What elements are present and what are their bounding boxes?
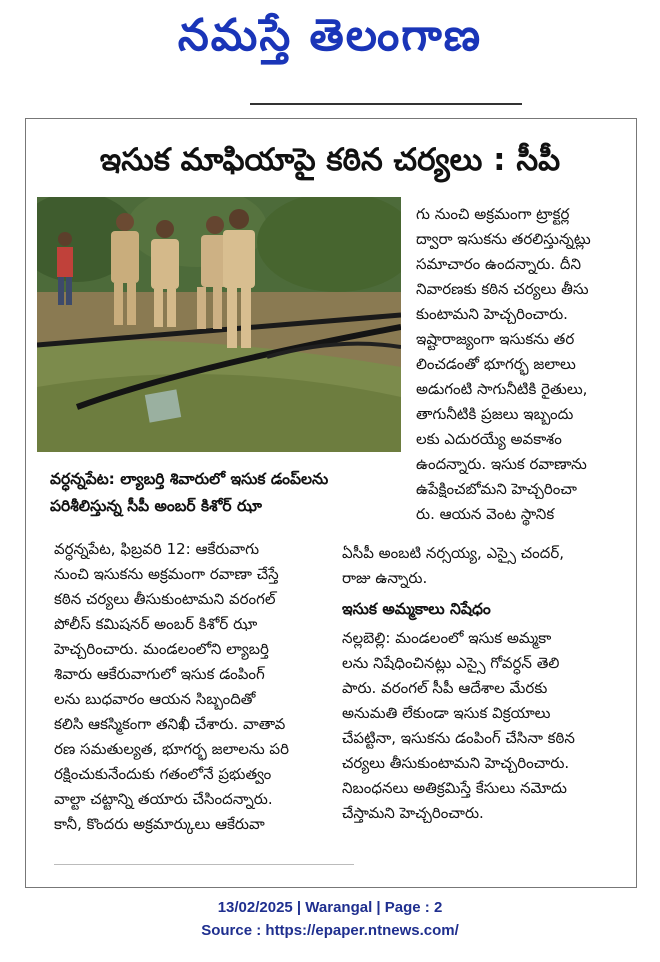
body-line: రాజు ఉన్నారు. bbox=[342, 569, 428, 587]
body-line: సమాచారం ఉందన్నారు. దీని bbox=[416, 255, 582, 273]
body-line: చేపట్టినా, ఇసుకను డంపింగ్ చేసినా కఠిన bbox=[342, 729, 575, 747]
body-line: నుంచి ఇసుకను అక్రమంగా రవాణా చేస్తే bbox=[54, 565, 279, 583]
body-line: నల్లబెల్లి: మండలంలో ఇసుక అమ్మకా bbox=[342, 629, 552, 647]
footer-source-link[interactable]: Source : https://epaper.ntnews.com/ bbox=[201, 922, 459, 939]
body-line: లించడంతో భూగర్భ జలాలు bbox=[416, 355, 576, 373]
body-line: పారు. వరంగల్ సీపీ ఆదేశాల మేరకు bbox=[342, 679, 548, 697]
body-line: కానీ, కొందరు అక్రమార్కులు ఆకేరువా bbox=[54, 815, 265, 833]
body-line: పోలీస్ కమిషనర్ అంబర్ కిశోర్ ఝా bbox=[54, 615, 258, 633]
body-line: లను బుధవారం ఆయన సిబ్బందితో bbox=[54, 690, 256, 708]
article-column-right-bottom bbox=[342, 541, 640, 826]
body-line: లకు ఎదురయ్యే అవకాశం bbox=[416, 430, 562, 448]
body-line: నిబంధనలు అతిక్రమిస్తే కేసులు నమోదు bbox=[342, 779, 567, 797]
footer-date-edition: 13/02/2025 | Warangal | Page : 2 bbox=[217, 899, 443, 916]
caption-line: వర్ధన్నపేట: ల్యాబర్తి శివారులో ఇసుక డంప్‌లను bbox=[50, 470, 329, 488]
article-subheading: ఇసుక అమ్మకాలు నిషేధం bbox=[342, 600, 491, 618]
photo-caption bbox=[50, 466, 405, 520]
body-line: చర్యలు తీసుకుంటామని హెచ్చరించారు. bbox=[342, 754, 570, 772]
body-line: కఠిన చర్యలు తీసుకుంటామని వరంగల్ bbox=[54, 590, 276, 608]
body-line: శివారు ఆకేరువాగులో ఇసుక డంపింగ్ bbox=[54, 665, 265, 683]
newspaper-logo: నమస్తే తెలంగాణ bbox=[177, 10, 483, 61]
body-line: ఇష్టారాజ్యంగా ఇసుకను తర bbox=[416, 330, 575, 348]
masthead bbox=[0, 0, 660, 72]
caption-line: పరిశీలిస్తున్న సీపీ అంబర్ కిశోర్ ఝా bbox=[50, 497, 262, 515]
body-line: రణ సమతుల్యత, భూగర్భ జలాలను పరి bbox=[54, 740, 289, 758]
body-line: వాల్టా చట్టాన్ని తయారు చేసిందన్నారు. bbox=[54, 790, 273, 808]
article-column-right-top bbox=[416, 202, 638, 527]
column-bottom-rule bbox=[54, 864, 354, 865]
police-inspection-photo bbox=[37, 197, 401, 452]
body-line: హెచ్చరించారు. మండలంలోని ల్యాబర్తి bbox=[54, 640, 269, 658]
masthead-divider bbox=[250, 103, 522, 105]
body-line: కలిసి ఆకస్మికంగా తనిఖీ చేశారు. వాతావ bbox=[54, 715, 286, 733]
body-line: రక్షించుకునేందుకు గతంలోనే ప్రభుత్వం bbox=[54, 765, 272, 783]
body-line: తాగునీటికి ప్రజలు ఇబ్బందు bbox=[416, 405, 574, 423]
article-headline: ఇసుక మాఫియాపై కఠిన చర్యలు : సీపీ bbox=[99, 142, 561, 178]
body-line: అనుమతి లేకుండా ఇసుక విక్రయాలు bbox=[342, 704, 551, 722]
body-line: చేస్తామని హెచ్చరించారు. bbox=[342, 804, 484, 822]
article-photo bbox=[37, 197, 401, 452]
body-line: అడుగంటి సాగునీటికి రైతులు, bbox=[416, 380, 588, 398]
body-line: కుంటామని హెచ్చరించారు. bbox=[416, 305, 568, 323]
body-line: గు నుంచి అక్రమంగా ట్రాక్టర్ల bbox=[416, 205, 570, 223]
body-line: వర్ధన్నపేట, ఫిబ్రవరి 12: ఆకేరువాగు bbox=[54, 540, 260, 558]
body-line: ఉందన్నారు. ఇసుక రవాణాను bbox=[416, 455, 587, 473]
body-line: రు. ఆయన వెంట స్థానిక bbox=[416, 505, 555, 523]
body-line: లను నిషేధించినట్లు ఎస్సై గోవర్ధన్ తెలి bbox=[342, 654, 560, 672]
body-line: ద్వారా ఇసుకను తరలిస్తున్నట్లు bbox=[416, 230, 591, 248]
body-line: నివారణకు కఠిన చర్యలు తీసు bbox=[416, 280, 589, 298]
body-line: ఏసీపీ అంబటి నర్సయ్య, ఎస్సై చందర్, bbox=[342, 544, 565, 562]
body-line: ఉపేక్షించబోమని హెచ్చరించా bbox=[416, 480, 577, 498]
